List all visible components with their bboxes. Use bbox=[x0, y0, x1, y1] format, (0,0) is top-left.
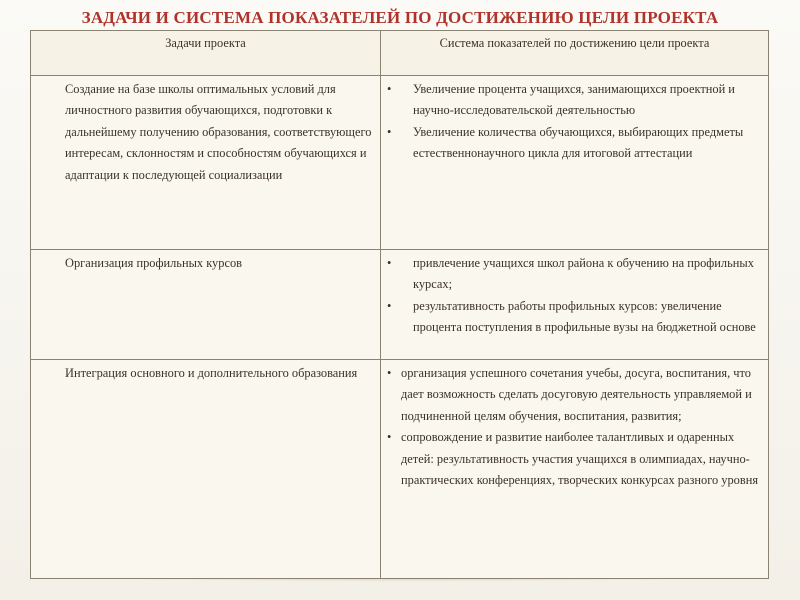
indicators-list bbox=[385, 253, 762, 339]
column-header-tasks: Задачи проекта bbox=[31, 31, 381, 76]
table-header-row bbox=[31, 31, 769, 76]
indicators-cell bbox=[381, 360, 769, 579]
table-row bbox=[31, 250, 769, 360]
table-row bbox=[31, 76, 769, 250]
task-cell: Организация профильных курсов bbox=[31, 250, 381, 360]
table-row bbox=[31, 360, 769, 579]
indicators-cell bbox=[381, 250, 769, 360]
column-header-indicators: Система показателей по достижению цели проекта bbox=[381, 31, 769, 76]
indicators-list bbox=[385, 79, 762, 165]
indicator-item: • привлечение учащихся школ района к обучению на профильных курсах; bbox=[385, 253, 762, 296]
task-cell: Интеграция основного и дополнительного образования bbox=[31, 360, 381, 579]
indicator-item: • результативность работы профильных курсов: увеличение процента поступления в профильные вузы на бюджетной основе bbox=[385, 296, 762, 339]
indicators-cell bbox=[381, 76, 769, 250]
page-title: ЗАДАЧИ И СИСТЕМА ПОКАЗАТЕЛЕЙ ПО ДОСТИЖЕНИЮ ЦЕЛИ ПРОЕКТА bbox=[81, 8, 719, 27]
task-cell: Создание на базе школы оптимальных условий для личностного развития обучающихся, подготовки к дальнейшему получению образования, соответствующего интересам, склонностям и способностям обучающихся и адаптации к последующей социализации bbox=[31, 76, 381, 250]
indicator-item: • Увеличение количества обучающихся, выбирающих предметы естественнонаучного цикла для итоговой аттестации bbox=[385, 122, 762, 165]
indicator-item: • Увеличение процента учащихся, занимающихся проектной и научно-исследовательской деятельностью bbox=[385, 79, 762, 122]
indicators-list bbox=[385, 363, 762, 491]
tasks-indicators-table bbox=[30, 30, 769, 579]
indicator-item: • сопровождение и развитие наиболее талантливых и одаренных детей: результативность участия учащихся в олимпиадах, научно-практических конференциях, творческих конкурсах разного уровня bbox=[385, 427, 762, 491]
indicator-item: • организация успешного сочетания учебы, досуга, воспитания, что дает возможность сделать досуговую деятельность управляемой и подчиненной целям обучения, воспитания, развития; bbox=[385, 363, 762, 427]
